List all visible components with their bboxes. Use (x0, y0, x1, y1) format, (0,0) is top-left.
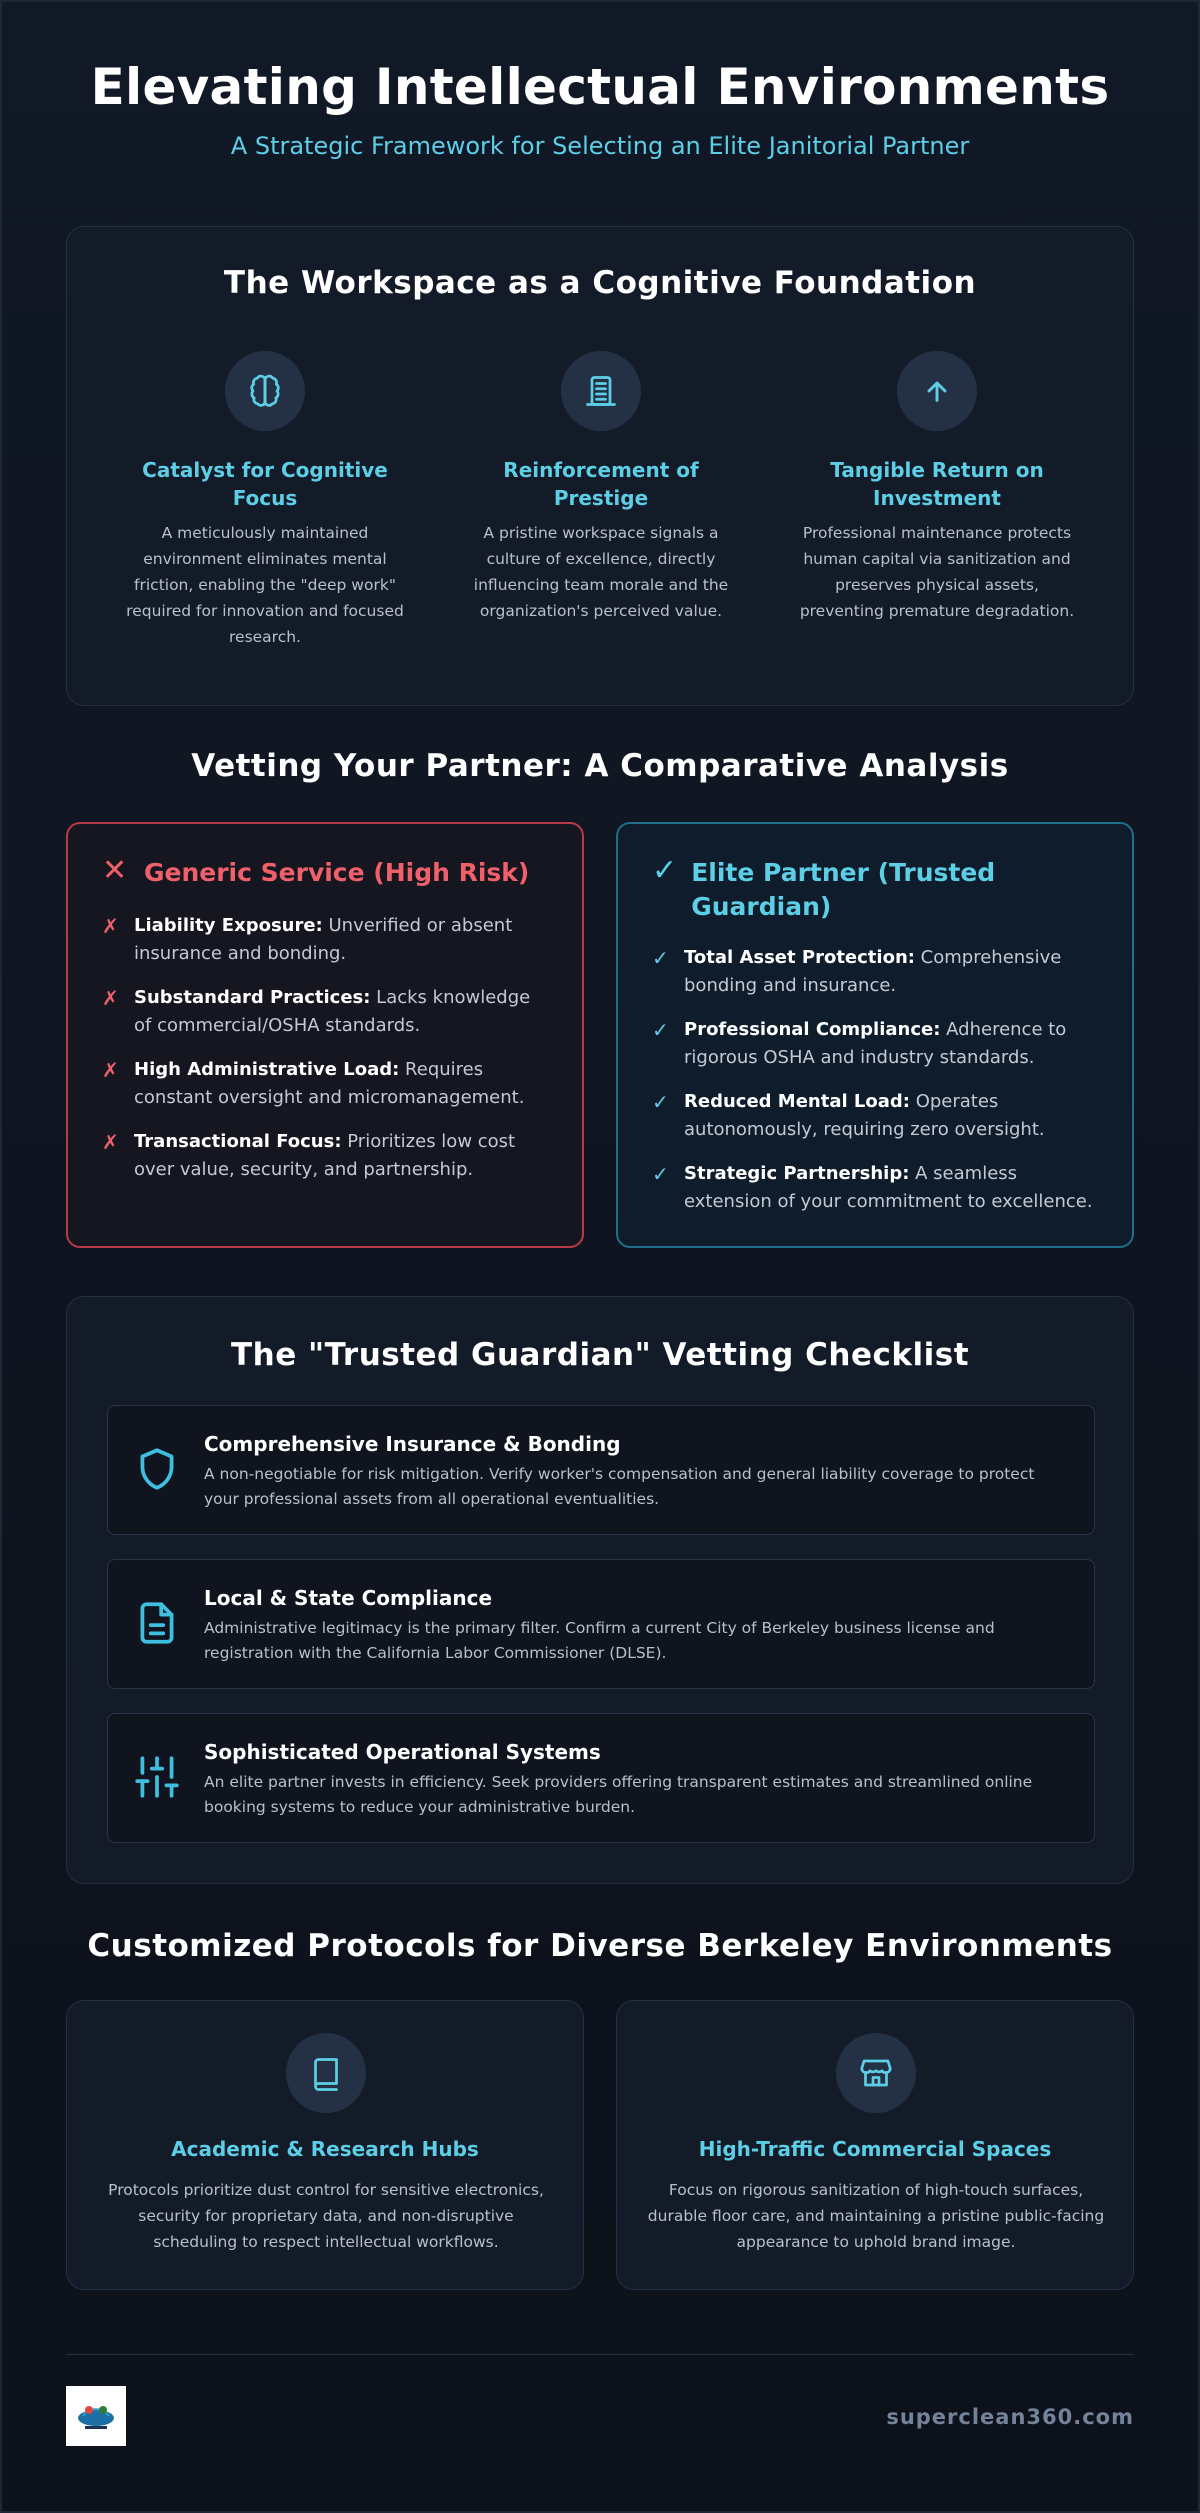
academic-hubs-card (66, 2000, 584, 2290)
checklist-item-insurance (107, 1405, 1095, 1535)
arrow-up-icon (897, 351, 977, 431)
check-icon: ✓ (652, 1090, 669, 1114)
item-label: Transactional Focus: (134, 1131, 342, 1152)
section-title: The "Trusted Guardian" Vetting Checklist (230, 1337, 970, 1373)
generic-service-header (102, 853, 552, 890)
commercial-spaces-card (616, 2000, 1134, 2290)
risk-list (102, 912, 552, 1200)
item-text: Adherence to rigorous OSHA and industry standards. (684, 1019, 1067, 1068)
checklist-item-text: Administrative legitimacy is the primary filter. Confirm a current City of Berkeley business license and registration with the California Labor Commissioner (DLSE). (204, 1619, 995, 1662)
benefit-list (652, 944, 1102, 1232)
check-icon: ✓ (652, 946, 669, 970)
cognitive-foundation-section (66, 226, 1134, 706)
checklist-item-systems (107, 1713, 1095, 1843)
list-item (652, 1160, 1102, 1216)
item-text: Requires constant oversight and micromanagement. (134, 1059, 525, 1108)
item-label: Strategic Partnership: (684, 1163, 910, 1184)
cross-icon: ✗ (102, 1058, 119, 1082)
pillar-roi (797, 351, 1077, 624)
card-title: Generic Service (High Risk) (144, 858, 530, 887)
item-text: A seamless extension of your commitment to excellence. (684, 1163, 1093, 1212)
item-label: Professional Compliance: (684, 1019, 941, 1040)
pillar-prestige (461, 351, 741, 624)
item-label: Liability Exposure: (134, 915, 323, 936)
cross-icon: ✗ (102, 986, 119, 1010)
comparison-title: Vetting Your Partner: A Comparative Analysis (191, 748, 1009, 784)
list-item (652, 944, 1102, 1000)
x-mark-icon: ✕ (102, 853, 128, 888)
brain-icon (225, 351, 305, 431)
list-item (652, 1016, 1102, 1072)
page-subtitle: A Strategic Framework for Selecting an Elite Janitorial Partner (230, 132, 970, 160)
checklist-item-text: A non-negotiable for risk mitigation. Verify worker's compensation and general liability coverage to protect your professional assets from all operational eventualities. (204, 1465, 1035, 1508)
checklist-item-title: Sophisticated Operational Systems (204, 1740, 601, 1764)
card-title: High-Traffic Commercial Spaces (698, 2137, 1052, 2161)
list-item (102, 984, 552, 1040)
item-label: Substandard Practices: (134, 987, 371, 1008)
document-icon (132, 1598, 182, 1648)
book-icon (286, 2033, 366, 2113)
item-text: Unverified or absent insurance and bonding. (134, 915, 513, 964)
item-label: Total Asset Protection: (684, 947, 915, 968)
vetting-checklist-section (66, 1296, 1134, 1884)
item-label: High Administrative Load: (134, 1059, 400, 1080)
list-item (102, 1056, 552, 1112)
generic-service-card (66, 822, 584, 1248)
pillar-text: A pristine workspace signals a culture of excellence, directly influencing team morale and the organization's perceived value. (473, 524, 729, 620)
company-logo[interactable] (66, 2386, 126, 2446)
card-text: Protocols prioritize dust control for sensitive electronics, security for proprietary data, and non-disruptive scheduling to respect intellectual workflows. (108, 2181, 544, 2251)
footer-divider (66, 2354, 1134, 2355)
list-item (102, 912, 552, 968)
pillar-title: Catalyst for Cognitive Focus (142, 458, 388, 510)
check-mark-icon: ✓ (652, 853, 678, 888)
item-text: Lacks knowledge of commercial/OSHA standards. (134, 987, 531, 1036)
section-title: The Workspace as a Cognitive Foundation (223, 265, 977, 301)
sliders-icon (132, 1752, 182, 1802)
item-text: Operates autonomously, requiring zero oversight. (684, 1091, 1045, 1140)
pillar-text: A meticulously maintained environment eliminates mental friction, enabling the "deep work" required for innovation and focused research. (126, 524, 404, 646)
check-icon: ✓ (652, 1018, 669, 1042)
pillar-text: Professional maintenance protects human capital via sanitization and preserves physical assets, preventing premature degradation. (799, 524, 1075, 620)
list-item (652, 1088, 1102, 1144)
checklist-item-title: Local & State Compliance (204, 1586, 493, 1610)
shield-icon (132, 1444, 182, 1494)
pillar-cognitive-focus (125, 351, 405, 650)
elite-partner-card (616, 822, 1134, 1248)
card-text: Focus on rigorous sanitization of high-touch surfaces, durable floor care, and maintaining a pristine public-facing appearance to uphold brand image. (647, 2181, 1105, 2251)
item-label: Reduced Mental Load: (684, 1091, 910, 1112)
item-text: Comprehensive bonding and insurance. (684, 947, 1062, 996)
cross-icon: ✗ (102, 914, 119, 938)
cross-icon: ✗ (102, 1130, 119, 1154)
list-item (102, 1128, 552, 1184)
item-text: Prioritizes low cost over value, security, and partnership. (134, 1131, 516, 1180)
checklist-item-title: Comprehensive Insurance & Bonding (204, 1432, 621, 1456)
elite-partner-header (652, 853, 1102, 924)
pillar-title: Tangible Return on Investment (830, 458, 1044, 510)
website-link[interactable]: superclean360.com (886, 2405, 1134, 2429)
environments-title: Customized Protocols for Diverse Berkeley Environments (87, 1928, 1113, 1964)
building-icon (561, 351, 641, 431)
check-icon: ✓ (652, 1162, 669, 1186)
checklist-item-compliance (107, 1559, 1095, 1689)
page-title: Elevating Intellectual Environments (90, 58, 1110, 116)
storefront-icon (836, 2033, 916, 2113)
checklist-item-text: An elite partner invests in efficiency. Seek providers offering transparent estimates and streamlined online booking systems to reduce your administrative burden. (204, 1773, 1033, 1816)
pillar-title: Reinforcement of Prestige (503, 458, 699, 510)
card-title: Elite Partner (Trusted Guardian) (691, 858, 996, 921)
card-title: Academic & Research Hubs (171, 2137, 479, 2161)
